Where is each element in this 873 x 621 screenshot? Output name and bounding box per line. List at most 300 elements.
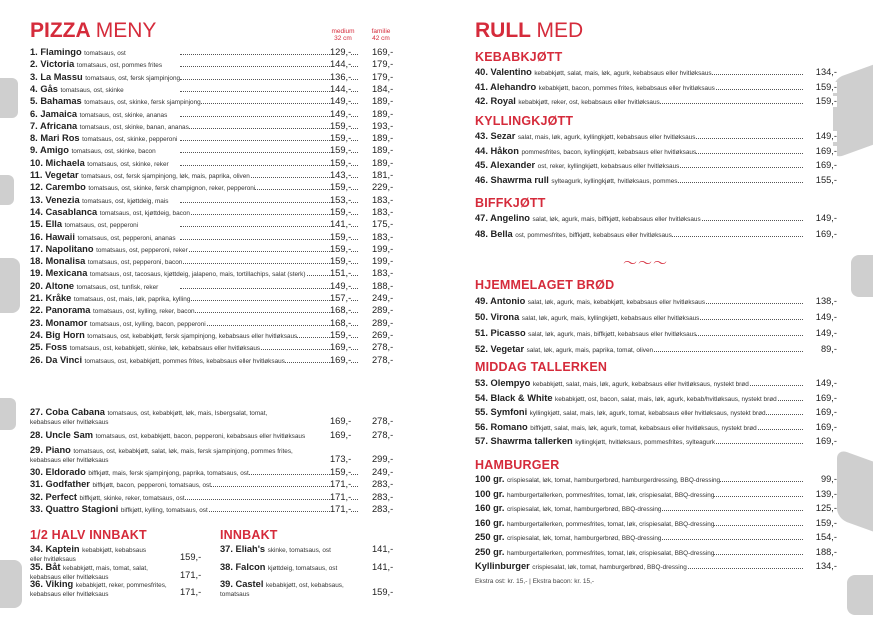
rull-title: RULL MED bbox=[475, 19, 584, 42]
item-desc: tomatsaus, ost, skinke bbox=[60, 86, 124, 94]
item-name: 35. Båt bbox=[30, 561, 61, 572]
item-desc: biffkjøtt, kylling, tomatsaus, ost bbox=[120, 506, 208, 514]
item-desc: kebabkjøtt, salat, mais, løk, agurk, kebabsaus eller hvitløksaus bbox=[534, 70, 712, 77]
menu-item bbox=[475, 532, 837, 543]
price-medium: 171,- bbox=[330, 479, 352, 490]
menu-item bbox=[30, 342, 402, 353]
item-name: 12. Carembo bbox=[30, 182, 86, 193]
item-text bbox=[30, 431, 326, 441]
price-familie: 184,- bbox=[372, 83, 394, 94]
item-desc: skinke, tomatsaus, ost bbox=[267, 547, 331, 554]
item-desc: tomatsaus, ost, skinke, fersk sjampinjong bbox=[84, 99, 201, 107]
item-desc-2: kebabsaus eller hvitløksaus bbox=[30, 591, 109, 598]
price-medium: 169,- bbox=[330, 416, 352, 426]
item-name: 38. Falcon bbox=[220, 561, 266, 572]
item-name: 18. Monalisa bbox=[30, 256, 86, 267]
item-desc: tomatsaus, ost, kylling, bacon, pepperoni bbox=[89, 320, 206, 328]
item-price: 134,- bbox=[815, 67, 837, 77]
item-price: 169,- bbox=[815, 421, 837, 432]
price-familie: 269,- bbox=[372, 329, 394, 340]
item-name: 20. Altone bbox=[30, 280, 75, 291]
item-price: 159,- bbox=[180, 552, 202, 562]
item-desc: tomatsaus, ost, kebabkjøtt, løk, mais, Isbergsalat, tomat, bbox=[107, 410, 268, 417]
price-medium: 149,- bbox=[330, 108, 352, 119]
item-name: 40. Valentino bbox=[475, 67, 532, 77]
item-price: 134,- bbox=[815, 561, 837, 571]
menu-item bbox=[475, 547, 837, 558]
decor-shape bbox=[851, 255, 873, 297]
price-medium: 159,- bbox=[330, 243, 352, 254]
menu-item bbox=[475, 503, 837, 514]
menu-item bbox=[30, 330, 402, 341]
item-name: 34. Kaptein bbox=[30, 544, 80, 554]
item-name: 21. Kråke bbox=[30, 293, 72, 303]
item-desc: tomatsaus, ost, kebabkjøtt, bacon, pepperoni, kebabsaus eller hvitløksaus bbox=[95, 433, 306, 440]
item-desc: hamburgertallerken, pommesfrites, tomat, løk, crispiesalat, BBQ-dressing bbox=[506, 491, 715, 499]
item-price: 169,- bbox=[815, 407, 837, 417]
item-name: 4. Gås bbox=[30, 83, 58, 94]
item-desc: pommesfrites, bacon, kyllingkjøtt, kebabsaus eller hvitløksaus bbox=[521, 148, 697, 156]
price-familie: 278,- bbox=[372, 354, 394, 365]
item-desc: ost, pommesfrites, biffkjøtt, kebabsaus eller hvitløksaus bbox=[515, 232, 672, 239]
item-name: 39. Castel bbox=[220, 579, 264, 589]
item-price: 169,- bbox=[815, 145, 837, 156]
item-name: 25. Foss bbox=[30, 342, 68, 353]
price-familie: 179,- bbox=[372, 59, 394, 70]
item-name: 55. Symfoni bbox=[475, 407, 528, 417]
item-price: 159,- bbox=[372, 587, 394, 597]
item-name: 11. Vegetar bbox=[30, 170, 79, 180]
item-text bbox=[220, 545, 368, 555]
menu-item bbox=[475, 344, 837, 355]
item-name: 43. Sezar bbox=[475, 131, 516, 141]
menu-item bbox=[475, 131, 837, 142]
price-familie: 183,- bbox=[372, 206, 394, 217]
menu-item bbox=[475, 393, 837, 404]
item-name: 51. Picasso bbox=[475, 328, 526, 338]
item-desc: kjøttdeig, tomatsaus, ost bbox=[267, 564, 338, 572]
item-price: 99,- bbox=[820, 474, 837, 484]
price-familie: 189,- bbox=[372, 108, 394, 119]
price-medium: 144,- bbox=[330, 83, 352, 94]
item-price: 125,- bbox=[815, 503, 837, 513]
price-familie: 283,- bbox=[372, 491, 394, 502]
price-familie: 283,- bbox=[372, 479, 394, 490]
item-text bbox=[220, 580, 368, 599]
item-name: 19. Mexicana bbox=[30, 268, 88, 279]
item-name: 45. Alexander bbox=[475, 160, 536, 170]
price-familie: 189,- bbox=[372, 157, 394, 168]
item-price: 138,- bbox=[815, 296, 837, 306]
menu-item bbox=[30, 244, 402, 255]
item-name: 2. Victoria bbox=[30, 59, 75, 70]
menu-item bbox=[475, 296, 837, 307]
item-name: 15. Ella bbox=[30, 219, 63, 230]
price-medium: 159,- bbox=[330, 231, 352, 242]
decor-shape bbox=[0, 175, 14, 205]
item-name: 27. Coba Cabana bbox=[30, 407, 105, 417]
item-desc: tomatsaus, ost, pepperoni bbox=[64, 222, 139, 230]
item-name: 36. Viking bbox=[30, 579, 74, 589]
item-desc: hamburgertallerken, pommesfrites, tomat, løk, crispiesalat, BBQ-dressing bbox=[506, 520, 715, 528]
item-price: 171,- bbox=[180, 569, 202, 580]
kebab-title: KEBABKJØTT bbox=[475, 50, 563, 64]
menu-item bbox=[475, 561, 837, 572]
price-familie: 278,- bbox=[372, 416, 394, 426]
price-medium: 159,- bbox=[330, 329, 352, 340]
item-desc: kebabkjøtt, reker, ost, kebabsaus eller hvitløksaus bbox=[518, 99, 660, 106]
item-price: 155,- bbox=[815, 174, 837, 185]
item-price: 149,- bbox=[815, 378, 837, 388]
item-desc: ost, reker, kyllingkjøtt, kebabsaus eller hvitløksaus bbox=[537, 163, 680, 170]
menu-item bbox=[30, 72, 402, 83]
item-desc: kebabkjøtt, ost, bacon, salat, mais, løk, agurk, kebab/hvitløksaus, nystekt brød bbox=[555, 395, 777, 403]
item-price: 149,- bbox=[815, 312, 837, 322]
item-name: 14. Casablanca bbox=[30, 206, 98, 217]
menu-item bbox=[475, 160, 837, 171]
item-price: 89,- bbox=[820, 344, 837, 354]
pizza-title: PIZZA MENY bbox=[30, 19, 157, 42]
item-name: 41. Alehandro bbox=[475, 81, 537, 92]
decor-shape bbox=[837, 448, 873, 531]
item-desc: kebabkjøtt, mais, tomat, salat, bbox=[63, 564, 148, 572]
menu-item bbox=[30, 145, 402, 156]
item-name: 5. Bahamas bbox=[30, 96, 82, 107]
price-familie: 193,- bbox=[372, 120, 394, 131]
item-desc-2: tomatsaus bbox=[220, 591, 250, 598]
menu-item bbox=[475, 96, 837, 107]
price-medium: 168,- bbox=[330, 305, 352, 316]
innbakt-title: INNBAKT bbox=[220, 528, 278, 542]
price-familie: 249,- bbox=[372, 467, 394, 477]
kylling-title: KYLLINGKJØTT bbox=[475, 114, 574, 128]
price-familie: 278,- bbox=[372, 430, 394, 440]
item-desc: kebabkjøtt, reker, pommesfrites, bbox=[75, 582, 167, 589]
item-desc: tomatsaus, ost bbox=[84, 50, 126, 57]
price-medium: 153,- bbox=[330, 194, 352, 205]
item-desc: tomatsaus, ost, kjøttdeig, bacon bbox=[99, 209, 190, 217]
price-familie: 183,- bbox=[372, 231, 394, 242]
price-medium: 151,- bbox=[330, 268, 352, 279]
menu-item bbox=[30, 232, 402, 243]
price-medium: 169,- bbox=[330, 342, 352, 353]
item-desc: salat, løk, agurk, mais, biffkjøtt, kebabsaus eller hvitløksaus bbox=[528, 331, 697, 338]
item-name: 3. La Massu bbox=[30, 71, 83, 82]
item-desc: tomatsaus, ost, mais, løk, paprika, kylling bbox=[73, 296, 191, 303]
item-desc: tomatsaus, ost, tacosaus, kjøttdeig, jalapeno, mais, tortillachips, salat (sterk) bbox=[89, 271, 306, 279]
price-familie: 229,- bbox=[372, 182, 394, 193]
price-medium: 159,- bbox=[330, 133, 352, 144]
item-price: 169,- bbox=[815, 392, 837, 403]
biff-title: BIFFKJØTT bbox=[475, 196, 546, 210]
item-desc: kebabkjøtt, kebabsaus bbox=[82, 547, 147, 554]
price-familie: 289,- bbox=[372, 305, 394, 316]
menu-item bbox=[30, 170, 402, 181]
item-name: 33. Quattro Stagioni bbox=[30, 503, 119, 514]
menu-item bbox=[475, 312, 837, 323]
item-name: 30. Eldorado bbox=[30, 467, 86, 477]
menu-item bbox=[30, 59, 402, 70]
menu-item bbox=[475, 213, 837, 224]
item-name: Kyllinburger bbox=[475, 561, 530, 571]
price-familie: 189,- bbox=[372, 145, 394, 156]
menu-item bbox=[30, 84, 402, 95]
hamburger-title: HAMBURGER bbox=[475, 458, 560, 472]
price-familie: 169,- bbox=[372, 47, 394, 57]
menu-item bbox=[30, 268, 402, 279]
decor-shape bbox=[0, 560, 22, 608]
item-name: 32. Perfect bbox=[30, 491, 78, 502]
menu-item bbox=[475, 175, 837, 186]
menu-item bbox=[30, 121, 402, 132]
menu-item bbox=[475, 328, 837, 339]
decor-shape bbox=[0, 78, 18, 118]
item-price: 141,- bbox=[372, 561, 394, 572]
item-name: 250 gr. bbox=[475, 546, 505, 557]
menu-item bbox=[475, 82, 837, 93]
price-familie: 188,- bbox=[372, 280, 394, 291]
price-medium: 159,- bbox=[330, 157, 352, 168]
item-price: 159,- bbox=[815, 96, 837, 106]
item-desc: tomatsaus, ost, skinke, ananas bbox=[79, 111, 168, 119]
item-desc: biffkjøtt, bacon, pepperoni, tomatsaus, ost bbox=[92, 482, 211, 490]
menu-item bbox=[30, 318, 402, 329]
item-desc: tomatsaus, ost, kebabkjøtt, salat, løk, mais, fersk sjampinjong, pommes frites, bbox=[73, 448, 293, 455]
menu-item bbox=[475, 407, 837, 418]
item-name: 37. Eliah's bbox=[220, 544, 266, 554]
item-desc: salat, løk, agurk, mais, paprika, tomat, oliven bbox=[526, 347, 654, 354]
item-name: 46. Shawrma rull bbox=[475, 174, 549, 185]
item-desc-2: kebabsaus eller hvitløksaus bbox=[30, 419, 109, 426]
price-familie: 183,- bbox=[372, 194, 394, 205]
item-desc: tomatsaus, ost, fersk sjampinjong, løk, mais, paprika, oliven bbox=[81, 173, 250, 180]
item-name: 7. Africana bbox=[30, 120, 78, 131]
price-medium: 159,- bbox=[330, 256, 352, 267]
item-name: 24. Big Horn bbox=[30, 329, 85, 340]
item-desc: tomatsaus, ost, skinke, pepperoni bbox=[82, 136, 178, 144]
decor-shape bbox=[0, 398, 16, 430]
menu-item bbox=[220, 580, 400, 599]
item-desc: tomatsaus, ost, kjøttdeig, mais bbox=[82, 197, 169, 205]
item-desc: crispiesalat, løk, tomat, hamburgerbrød, BBQ-dressing bbox=[506, 535, 662, 542]
item-desc: tomatsaus, ost, kebabkjøtt, fersk sjampinjong, kebabsaus eller hvitløksaus bbox=[87, 332, 298, 340]
menu-item bbox=[475, 436, 837, 447]
price-medium: 144,- bbox=[330, 59, 352, 70]
menu-item bbox=[30, 446, 402, 465]
item-price: 149,- bbox=[815, 328, 837, 338]
menu-item bbox=[30, 158, 402, 169]
price-medium: 149,- bbox=[330, 280, 352, 291]
menu-item bbox=[475, 229, 837, 240]
item-name: 100 gr. bbox=[475, 474, 505, 484]
item-name: 49. Antonio bbox=[475, 296, 526, 306]
item-name: 100 gr. bbox=[475, 488, 505, 499]
item-name: 56. Romano bbox=[475, 421, 528, 432]
price-medium: 157,- bbox=[330, 293, 352, 303]
menu-item bbox=[220, 563, 400, 573]
price-medium: 143,- bbox=[330, 170, 352, 180]
price-familie: 278,- bbox=[372, 342, 394, 353]
item-name: 48. Bella bbox=[475, 229, 513, 239]
item-desc: tomatsaus, ost, skinke, fersk champignon, reker, pepperoni bbox=[88, 185, 256, 193]
menu-item bbox=[30, 109, 402, 120]
price-familie: 189,- bbox=[372, 133, 394, 144]
item-desc: kyllingkjøtt, salat, mais, løk, agurk, tomat, kebabsaus eller hvitløksaus, nystekt brød bbox=[529, 410, 766, 417]
item-desc: tomatsaus, ost, pepperoni, ananas bbox=[77, 234, 176, 242]
item-name: 13. Venezia bbox=[30, 194, 80, 205]
item-text bbox=[30, 408, 326, 427]
item-desc: salat, mais, løk, agurk, kyllingkjøtt, kebabsaus eller hvitløksaus bbox=[517, 134, 696, 141]
price-familie: 199,- bbox=[372, 256, 394, 267]
item-name: 47. Angelino bbox=[475, 213, 530, 223]
price-familie: 249,- bbox=[372, 293, 394, 303]
item-desc: biffkjøtt, skinke, reker, tomatsaus, ost bbox=[79, 494, 185, 502]
price-familie: 189,- bbox=[372, 96, 394, 107]
item-desc: kyllingkjøtt, hvitløksaus, pommesfrites, sylteagurk bbox=[575, 439, 716, 446]
item-price: 171,- bbox=[180, 587, 202, 597]
item-desc: salat, løk, agurk, mais, kyllingkjøtt, kebabsaus eller hvitløksaus bbox=[521, 315, 700, 322]
item-price: 169,- bbox=[815, 436, 837, 446]
menu-item bbox=[30, 431, 402, 441]
item-name: 8. Mari Ros bbox=[30, 133, 80, 144]
item-name: 250 gr. bbox=[475, 532, 505, 542]
item-desc-2: eller hvitløksaus bbox=[30, 556, 76, 563]
item-name: 50. Virona bbox=[475, 312, 520, 322]
item-name: 31. Godfather bbox=[30, 479, 90, 490]
item-price: 149,- bbox=[815, 213, 837, 223]
price-familie: 299,- bbox=[372, 454, 394, 464]
price-medium: 173,- bbox=[330, 454, 352, 464]
menu-item bbox=[30, 256, 402, 267]
ornament-icon: 〜〜〜 bbox=[623, 255, 668, 271]
menu-item bbox=[30, 219, 402, 230]
menu-item bbox=[30, 195, 402, 206]
item-text bbox=[30, 580, 176, 599]
menu-item bbox=[30, 182, 402, 193]
item-desc: tomatsaus, ost, skinke, bacon bbox=[71, 148, 156, 156]
item-price: 169,- bbox=[815, 229, 837, 239]
menu-item bbox=[30, 133, 402, 144]
halv-innbakt-title: 1/2 HALV INNBAKT bbox=[30, 528, 147, 542]
item-price: 154,- bbox=[815, 532, 837, 542]
item-desc: tomatsaus, ost, tunfisk, reker bbox=[76, 283, 159, 291]
menu-item bbox=[30, 47, 402, 58]
item-desc: tomatsaus, ost, kylling, reker, bacon bbox=[92, 308, 195, 316]
brod-title: HJEMMELAGET BRØD bbox=[475, 278, 615, 292]
item-name: 54. Black & White bbox=[475, 392, 553, 403]
item-name: 160 gr. bbox=[475, 517, 505, 528]
item-price: 188,- bbox=[815, 546, 837, 557]
item-name: 22. Panorama bbox=[30, 305, 91, 316]
item-desc: biffkjøtt, salat, mais, løk, agurk, tomat, kebabsaus eller hvitløksaus, nystekt brød bbox=[530, 424, 757, 432]
menu-item bbox=[30, 467, 402, 478]
menu-item bbox=[30, 355, 402, 366]
item-name: 23. Monamor bbox=[30, 317, 88, 328]
extras-note: Ekstra ost: kr. 15,- | Ekstra bacon: kr. 15,- bbox=[475, 578, 595, 585]
item-name: 6. Jamaica bbox=[30, 108, 78, 119]
price-familie: 289,- bbox=[372, 317, 394, 328]
menu-item bbox=[30, 479, 402, 490]
item-desc: tomatsaus, ost, kebabkjøtt, skinke, løk, kebabsaus eller hvitløksaus bbox=[69, 345, 261, 353]
menu-item bbox=[30, 96, 402, 107]
item-text bbox=[30, 446, 326, 465]
item-text bbox=[220, 563, 368, 573]
menu-item bbox=[475, 146, 837, 157]
item-name: 42. Royal bbox=[475, 96, 516, 106]
item-name: 1. Flamingo bbox=[30, 47, 82, 57]
item-desc: kebabkjøtt, ost, kebabsaus, bbox=[265, 582, 344, 589]
price-medium: 136,- bbox=[330, 71, 352, 82]
menu-item bbox=[220, 545, 400, 555]
item-desc: sylteagurk, kyllingkjøtt, hvitløksaus, pommes bbox=[551, 177, 678, 185]
item-desc: biffkjøtt, mais, fersk sjampinjong, paprika, tomatsaus, ost bbox=[88, 470, 249, 477]
item-desc: tomatsaus, ost, pepperoni, reker bbox=[96, 246, 188, 254]
item-desc-2: kebabsaus eller hvitløksaus bbox=[30, 457, 109, 464]
item-name: 44. Håkon bbox=[475, 145, 519, 156]
item-name: 160 gr. bbox=[475, 503, 505, 513]
item-desc: salat, løk, agurk, mais, kebabkjøtt, kebabsaus eller hvitløksaus bbox=[527, 299, 706, 306]
item-name: 9. Amigo bbox=[30, 145, 69, 156]
menu-item bbox=[475, 489, 837, 500]
menu-item bbox=[30, 504, 402, 515]
price-familie: 199,- bbox=[372, 243, 394, 254]
price-familie: 179,- bbox=[372, 71, 394, 82]
price-medium: 159,- bbox=[330, 120, 352, 131]
decor-shape bbox=[833, 65, 873, 160]
item-desc: crispiesalat, løk, tomat, hamburgerbrød, hamburgerdressing, BBQ-dressing bbox=[506, 477, 721, 484]
col-familie-head: familie 42 cm bbox=[371, 28, 391, 42]
menu-item bbox=[30, 408, 402, 427]
item-desc: crispiesalat, løk, tomat, hamburgerbrød, BBQ-dressing bbox=[532, 564, 687, 571]
price-medium: 171,- bbox=[330, 491, 352, 502]
item-desc: crispiesalat, løk, tomat, hamburgerbrød, BBQ-dressing bbox=[506, 506, 662, 513]
price-medium: 171,- bbox=[330, 503, 352, 514]
decor-shape bbox=[847, 575, 873, 615]
price-medium: 141,- bbox=[330, 219, 352, 230]
menu-item bbox=[30, 293, 402, 304]
right-page bbox=[437, 0, 873, 621]
menu-item bbox=[30, 207, 402, 218]
price-medium: 129,- bbox=[330, 47, 352, 57]
menu-item bbox=[30, 580, 210, 599]
menu-item bbox=[30, 305, 402, 316]
menu-item bbox=[475, 518, 837, 529]
menu-item bbox=[30, 492, 402, 503]
item-name: 28. Uncle Sam bbox=[30, 430, 94, 440]
menu-item bbox=[30, 281, 402, 292]
price-medium: 149,- bbox=[330, 96, 352, 107]
item-name: 29. Piano bbox=[30, 445, 71, 455]
item-desc: tomatsaus, ost, skinke, reker bbox=[87, 160, 169, 168]
item-desc: salat, løk, agurk, mais, biffkjøtt, kebabsaus eller hvitløksaus bbox=[532, 216, 701, 223]
price-familie: 181,- bbox=[372, 170, 394, 180]
item-price: 149,- bbox=[815, 131, 837, 141]
price-familie: 175,- bbox=[372, 219, 394, 230]
item-name: 17. Napolitano bbox=[30, 243, 94, 254]
price-familie: 283,- bbox=[372, 503, 394, 514]
item-name: 52. Vegetar bbox=[475, 344, 525, 354]
item-desc: tomatsaus, ost, pommes frites bbox=[76, 62, 163, 70]
col-medium-head: medium 32 cm bbox=[331, 28, 355, 42]
item-name: 53. Olempyo bbox=[475, 378, 531, 388]
item-name: 57. Shawrma tallerken bbox=[475, 436, 573, 446]
item-desc-2: kebabsaus eller hvitløksaus bbox=[30, 573, 109, 581]
price-medium: 169,- bbox=[330, 430, 352, 440]
item-desc: kebabkjøtt, bacon, pommes frites, kebabsaus eller hvitløksaus bbox=[538, 84, 715, 92]
menu-item bbox=[475, 67, 837, 78]
item-desc: tomatsaus, ost, skinke, banan, ananas bbox=[79, 123, 189, 131]
price-medium: 169,- bbox=[330, 354, 352, 365]
